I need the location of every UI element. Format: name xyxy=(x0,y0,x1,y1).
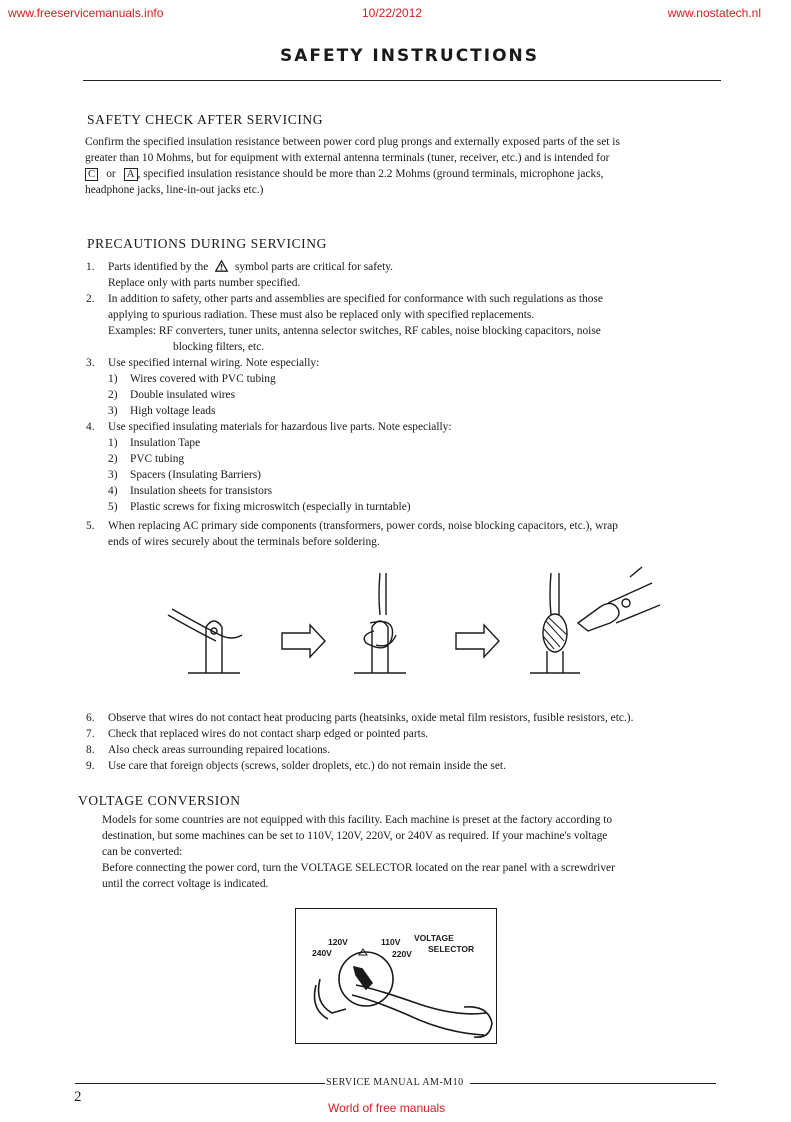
item-2-line-1: In addition to safety, other parts and assemblies are specified for conformance with such regulations as those xyxy=(108,293,603,305)
voltage-line-5: until the correct voltage is indicated. xyxy=(102,878,269,890)
header-left-url[interactable]: www.freeservicemanuals.info xyxy=(8,6,164,20)
item-2-number: 2. xyxy=(86,293,95,305)
item-1-post: symbol parts are critical for safety. xyxy=(235,261,394,273)
class-a-box: A xyxy=(124,168,138,181)
item-9 xyxy=(86,758,506,774)
header-right-url[interactable]: www.nostatech.nl xyxy=(667,6,761,20)
item-8 xyxy=(86,742,330,758)
sub-number: 1) xyxy=(108,373,118,385)
sub-text: Insulation sheets for transistors xyxy=(130,485,273,497)
sub-text: Spacers (Insulating Barriers) xyxy=(130,469,261,481)
class-c-box: C xyxy=(85,168,98,181)
sub-number: 2) xyxy=(108,453,118,465)
item-2-line-4: blocking filters, etc. xyxy=(173,341,265,353)
voltage-line-1: Models for some countries are not equipped with this facility. Each machine is preset at the factory according to xyxy=(102,814,613,826)
label-110v: 110V xyxy=(381,937,401,947)
safety-check-line-3 xyxy=(85,166,603,182)
item-4-sub-3 xyxy=(108,467,261,483)
sub-text: Double insulated wires xyxy=(130,389,236,401)
item-1-line-2: Replace only with parts number specified. xyxy=(108,277,301,289)
sub-number: 2) xyxy=(108,389,118,401)
label-120v: 120V xyxy=(328,937,348,947)
precautions-heading: PRECAUTIONS DURING SERVICING xyxy=(87,236,327,251)
title-rule xyxy=(83,80,721,81)
item-5-line-2: ends of wires securely about the terminals before soldering. xyxy=(108,536,380,548)
item-5-line-1: When replacing AC primary side components (transformers, power cords, noise blocking capacitors, etc.), wrap xyxy=(108,520,618,532)
item-text: Observe that wires do not contact heat producing parts (heatsinks, oxide metal film resistors, fusible resistors, etc.). xyxy=(108,712,634,724)
item-4-number: 4. xyxy=(86,421,95,433)
voltage-line-2: destination, but some machines can be set to 110V, 120V, 220V, or 240V as required. If your machine's voltage xyxy=(102,830,608,842)
item-number: 6. xyxy=(86,712,95,724)
item-6 xyxy=(86,710,633,726)
item-3-number: 3. xyxy=(86,357,95,369)
footer-rule-right xyxy=(470,1083,716,1084)
item-3-sub-2 xyxy=(108,387,235,403)
footer-link[interactable]: World of free manuals xyxy=(328,1101,446,1115)
arrow-right-icon xyxy=(456,625,499,657)
item-text: Use care that foreign objects (screws, solder droplets, etc.) do not remain inside the set. xyxy=(108,760,506,772)
item-4-sub-4 xyxy=(108,483,272,499)
sub-number: 1) xyxy=(108,437,118,449)
sub-number: 3) xyxy=(108,405,118,417)
item-text: Check that replaced wires do not contact sharp edged or pointed parts. xyxy=(108,728,429,740)
item-text: Also check areas surrounding repaired locations. xyxy=(108,744,331,756)
item-4-sub-1 xyxy=(108,435,200,451)
terminal-wire-wrapped-figure xyxy=(354,573,406,673)
label-voltage: VOLTAGE xyxy=(414,933,454,943)
arrow-right-icon xyxy=(282,625,325,657)
safety-check-heading: SAFETY CHECK AFTER SERVICING xyxy=(87,112,324,127)
item-2-line-3: Examples: RF converters, tuner units, antenna selector switches, RF cables, noise blocking capacitors, noise xyxy=(108,325,601,337)
label-selector: SELECTOR xyxy=(428,944,475,954)
item-3-sub-3 xyxy=(108,403,215,419)
item-1-number: 1. xyxy=(86,261,95,273)
voltage-line-4: Before connecting the power cord, turn the VOLTAGE SELECTOR located on the rear panel with a screwdriver xyxy=(102,862,615,874)
label-240v: 240V xyxy=(312,948,332,958)
header-date: 10/22/2012 xyxy=(362,6,423,20)
item-4-sub-5 xyxy=(108,499,411,515)
page-number: 2 xyxy=(74,1089,82,1105)
item-7 xyxy=(86,726,428,742)
sub-number: 3) xyxy=(108,469,118,481)
footer-rule-left xyxy=(75,1083,325,1084)
item-number: 7. xyxy=(86,728,95,740)
voltage-selector-drawing xyxy=(296,909,496,1043)
item-4-sub-2 xyxy=(108,451,184,467)
item-2-line-2: applying to spurious radiation. These must also be replaced only with specified replacements. xyxy=(108,309,535,321)
sub-text: Wires covered with PVC tubing xyxy=(130,373,276,385)
item-number: 9. xyxy=(86,760,95,772)
item-5-number: 5. xyxy=(86,520,95,532)
page-title: SAFETY INSTRUCTIONS xyxy=(279,46,540,66)
voltage-line-3: can be converted: xyxy=(102,846,183,858)
voltage-selector-figure xyxy=(295,908,497,1044)
safety-check-line-4: headphone jacks, line-in-out jacks etc.) xyxy=(85,184,264,196)
safety-check-line-3-rest: , specified insulation resistance should be more than 2.2 Mohms (ground terminals, microphone jacks, xyxy=(137,168,604,180)
safety-check-line-1: Confirm the specified insulation resistance between power cord plug prongs and externally exposed parts of the set is xyxy=(85,136,620,148)
or-text: or xyxy=(106,168,116,180)
sub-text: High voltage leads xyxy=(130,405,216,417)
sub-number: 4) xyxy=(108,485,118,497)
sub-text: Insulation Tape xyxy=(130,437,201,449)
terminal-soldered-figure xyxy=(530,567,660,673)
sub-number: 5) xyxy=(108,501,118,513)
item-4-line-1: Use specified insulating materials for hazardous live parts. Note especially: xyxy=(108,421,452,433)
item-3-line-1: Use specified internal wiring. Note especially: xyxy=(108,357,320,369)
safety-check-line-2: greater than 10 Mohms, but for equipment with external antenna terminals (tuner, receiver, etc.) and is intended for xyxy=(85,152,610,164)
voltage-conversion-heading: VOLTAGE CONVERSION xyxy=(78,793,241,808)
item-1-pre: Parts identified by the xyxy=(108,261,209,273)
item-number: 8. xyxy=(86,744,95,756)
footer-manual-label: SERVICE MANUAL AM-M10 xyxy=(326,1077,464,1088)
terminal-wire-inserted-figure xyxy=(168,609,242,673)
wire-wrapping-illustration xyxy=(160,565,680,685)
label-220v: 220V xyxy=(392,949,412,959)
sub-text: Plastic screws for fixing microswitch (especially in turntable) xyxy=(130,501,411,513)
sub-text: PVC tubing xyxy=(130,453,185,465)
item-3-sub-1 xyxy=(108,371,276,387)
